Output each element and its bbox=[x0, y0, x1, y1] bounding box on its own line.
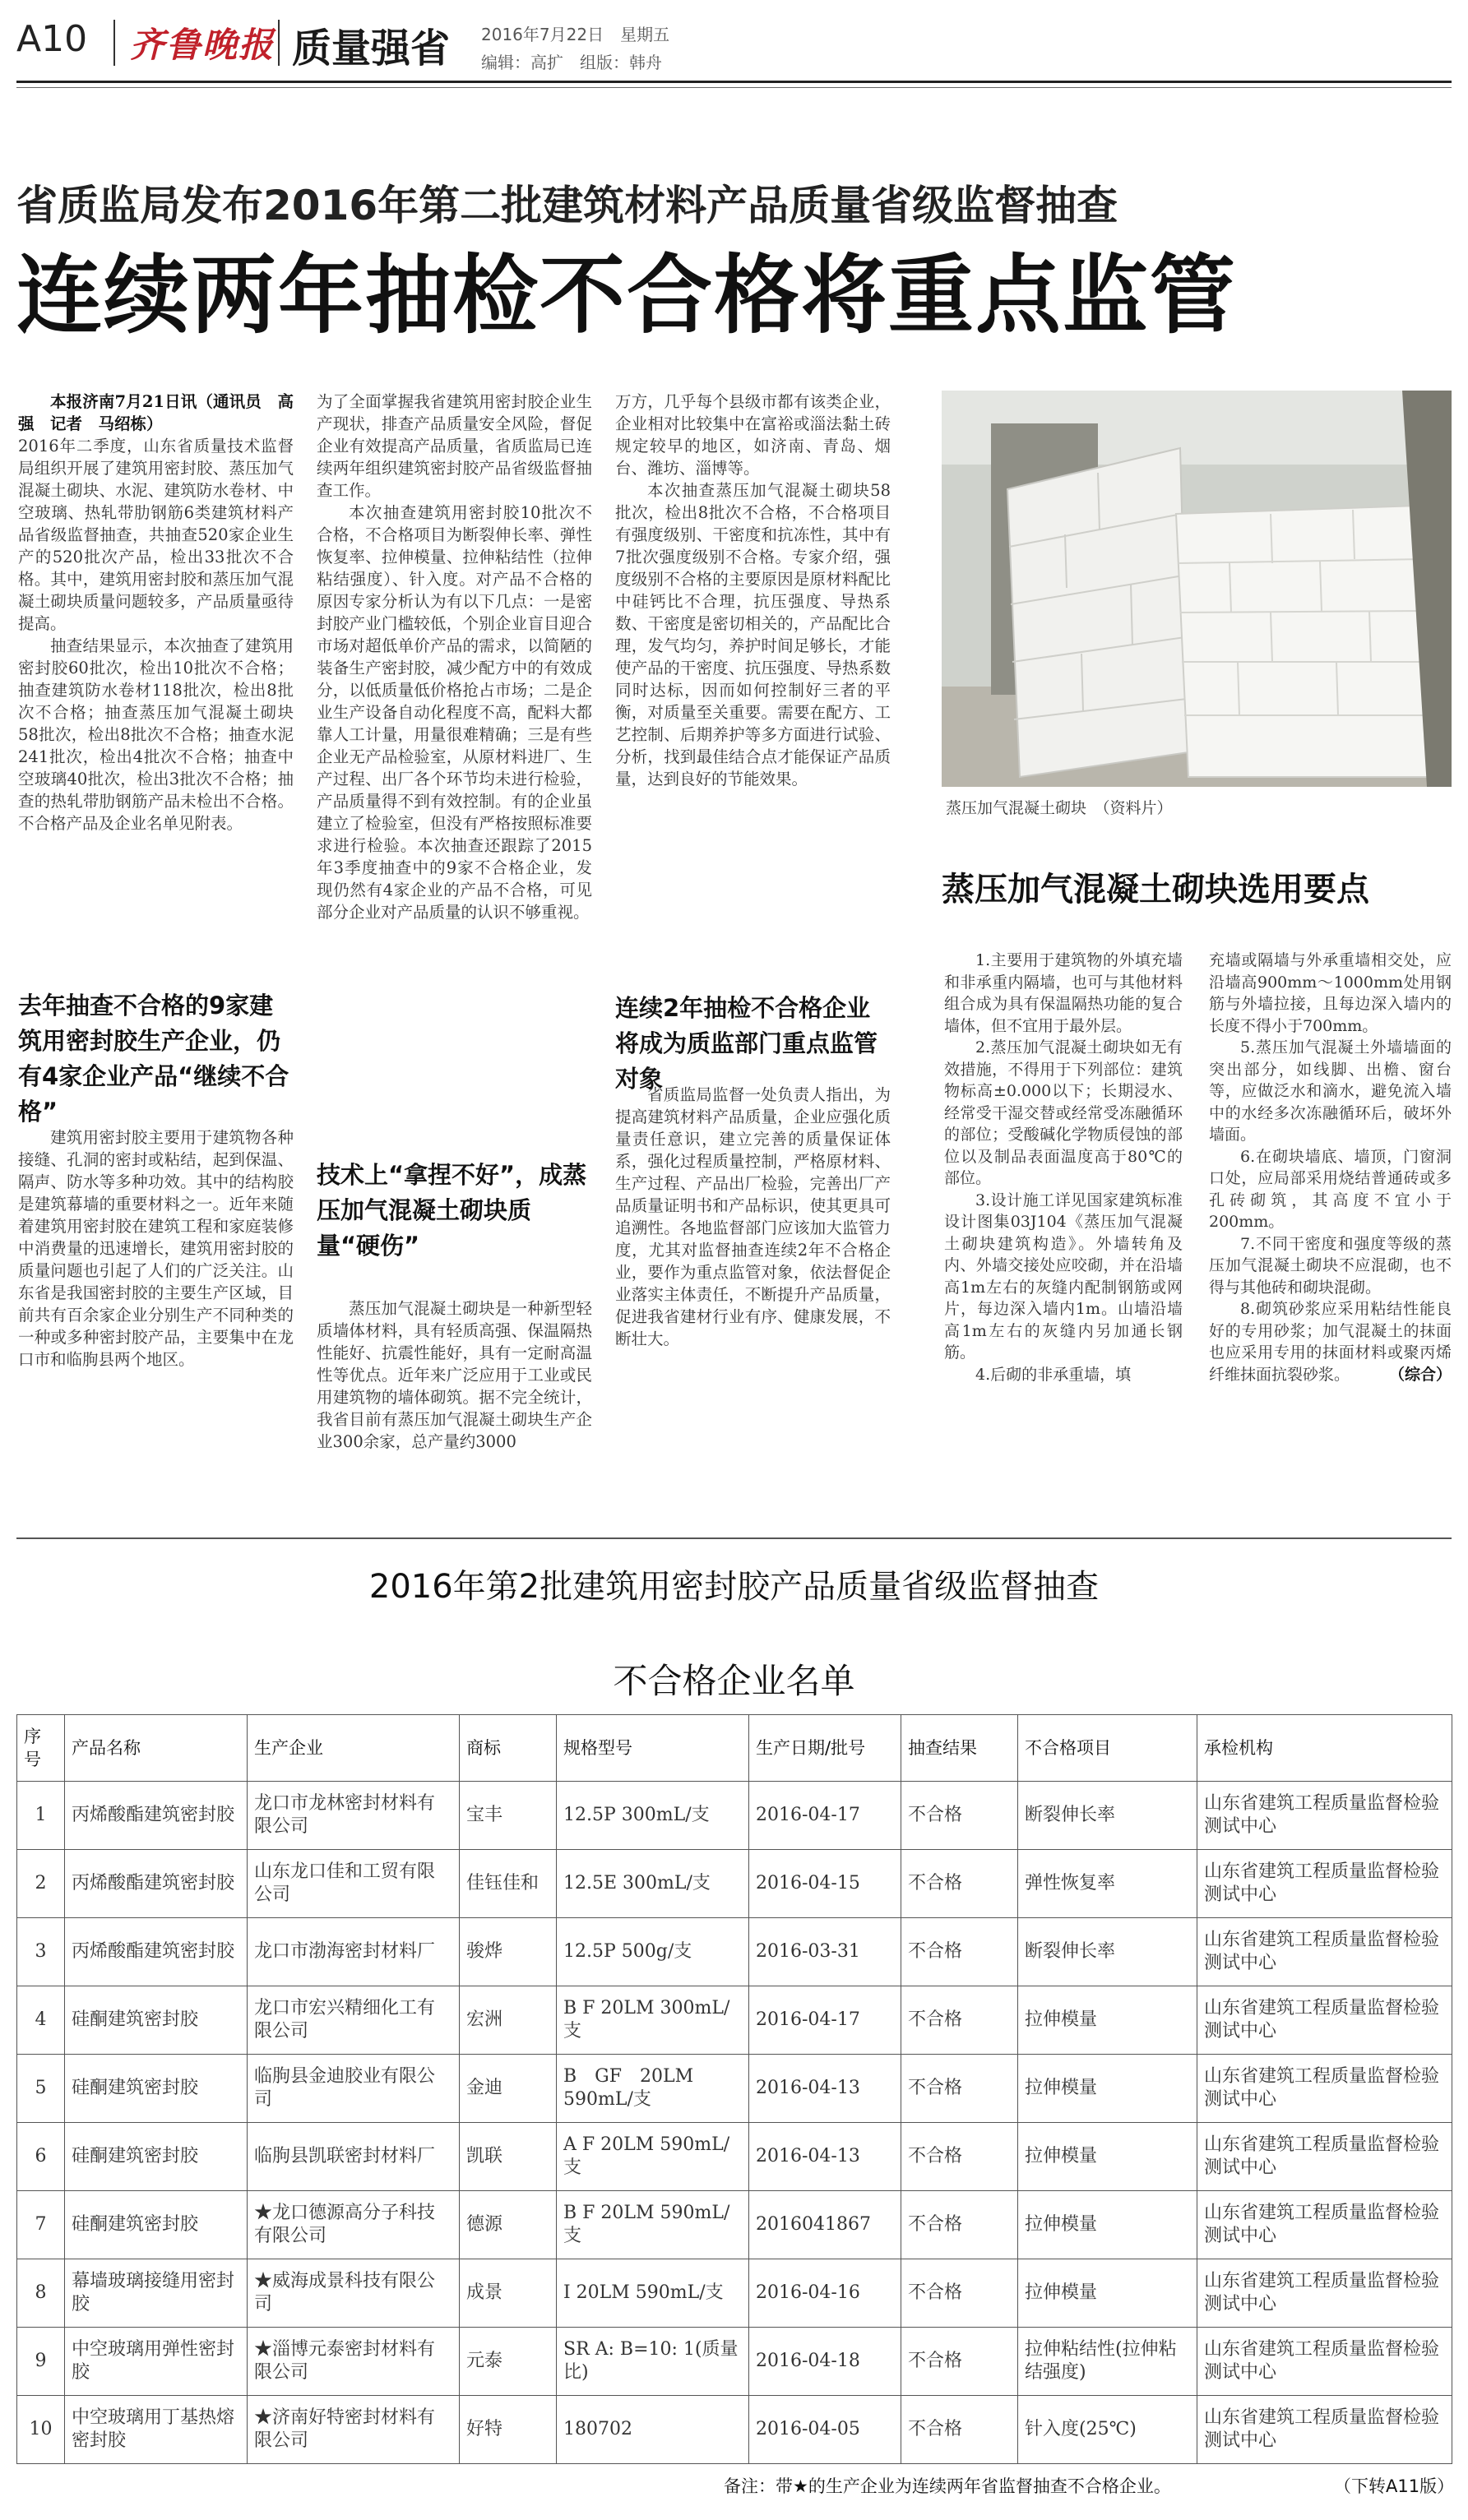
table-cell: 2016-04-16 bbox=[749, 2259, 901, 2328]
table-cell: 12.5P 500g/支 bbox=[557, 1918, 749, 1986]
table-cell: 2016-04-17 bbox=[749, 1986, 901, 2055]
article-paragraph: 建筑用密封胶主要用于建筑物各种接缝、孔洞的密封或粘结，起到保温、隔声、防水等多种功效。其中的结构胶是建筑幕墙的重要材料之一。近年来随着建筑用密封胶在建筑工程和家庭装修中消费量的迅速增长，建筑用密封胶的质量问题也引起了人们的广泛关注。山东省是我国密封胶的主要生产区域，目前共有百余家企业分别生产不同种类的一种或多种密封胶产品，主要集中在龙口市和临朐县两个地区。 bbox=[18, 1128, 294, 1369]
table-cell: 山东省建筑工程质量监督检验测试中心 bbox=[1197, 2259, 1452, 2328]
table-cell: 龙口市渤海密封材料厂 bbox=[248, 1918, 460, 1986]
table-cell: 好特 bbox=[460, 2396, 557, 2464]
table-cell: SR A: B=10: 1(质量比) bbox=[557, 2328, 749, 2396]
article-paragraph: 2016年二季度，山东省质量技术监督局组织开展了建筑用密封胶、蒸压加气混凝土砌块、水泥、建筑防水卷材、中空玻璃、热轧带肋钢筋6类建筑材料产品省级监督抽查，共抽查520家企业生产的520批次产品，检出33批次不合格。其中，建筑用密封胶和蒸压加气混凝土砌块质量问题较多，产品质量亟待提高。 bbox=[18, 437, 294, 633]
table-cell: ★济南好特密封材料有限公司 bbox=[248, 2396, 460, 2464]
table-cell: 凯联 bbox=[460, 2123, 557, 2191]
table-cell: 德源 bbox=[460, 2191, 557, 2259]
table-cell: 拉伸模量 bbox=[1018, 1986, 1197, 2055]
table-cell: 丙烯酸酯建筑密封胶 bbox=[65, 1782, 248, 1850]
table-cell: 硅酮建筑密封胶 bbox=[65, 2123, 248, 2191]
table-cell: 不合格 bbox=[901, 1986, 1018, 2055]
masthead bbox=[16, 13, 1452, 79]
table-cell: 10 bbox=[17, 2396, 65, 2464]
table-cell: 8 bbox=[17, 2259, 65, 2328]
sidebar-column-left bbox=[944, 950, 1183, 1385]
table-cell: 山东省建筑工程质量监督检验测试中心 bbox=[1197, 2055, 1452, 2123]
table-cell: 山东省建筑工程质量监督检验测试中心 bbox=[1197, 1918, 1452, 1986]
table-cell: 2016-04-05 bbox=[749, 2396, 901, 2464]
table-cell: ★淄博元泰密封材料有限公司 bbox=[248, 2328, 460, 2396]
column-header: 序号 bbox=[17, 1715, 65, 1782]
table-cell: 龙口市宏兴精细化工有限公司 bbox=[248, 1986, 460, 2055]
table-cell: 宝丰 bbox=[460, 1782, 557, 1850]
table-cell: 拉伸模量 bbox=[1018, 2123, 1197, 2191]
noncompliant-enterprise-table bbox=[16, 1714, 1452, 2464]
table-cell: 龙口市龙林密封材料有限公司 bbox=[248, 1782, 460, 1850]
table-cell: 幕墙玻璃接缝用密封胶 bbox=[65, 2259, 248, 2328]
article-lead: 本报济南7月21日讯（通讯员 高强 记者 马绍栋） bbox=[18, 392, 294, 433]
table-row bbox=[17, 2259, 1452, 2328]
column-header: 不合格项目 bbox=[1018, 1715, 1197, 1782]
sidebar-paragraph: 充墙或隔墙与外承重墙相交处，应沿墙高900mm～1000mm处用钢筋与外墙拉接，且每边深入墙内的长度不得小于700mm。 bbox=[1209, 951, 1452, 1035]
table-cell: 不合格 bbox=[901, 1918, 1018, 1986]
table-cell: 不合格 bbox=[901, 1782, 1018, 1850]
table-cell: 4 bbox=[17, 1986, 65, 2055]
table-cell: 拉伸模量 bbox=[1018, 2259, 1197, 2328]
masthead-divider bbox=[113, 20, 115, 66]
table-cell: 硅酮建筑密封胶 bbox=[65, 2191, 248, 2259]
issue-date: 2016年7月22日 星期五 bbox=[481, 25, 670, 44]
editor-credits: 编辑：高扩 组版：韩舟 bbox=[481, 53, 662, 72]
column-header: 规格型号 bbox=[557, 1715, 749, 1782]
table-cell: 不合格 bbox=[901, 2259, 1018, 2328]
page-number: A10 bbox=[16, 18, 88, 60]
table-cell: 1 bbox=[17, 1782, 65, 1850]
sidebar-paragraph: 2.蒸压加气混凝土砌块如无有效措施，不得用于下列部位：建筑物标高±0.000以下；长期浸水、经常受干湿交替或经常受冻融循环的部位；受酸碱化学物质侵蚀的部位以及制品表面温度高于80℃的部位。 bbox=[944, 1038, 1183, 1187]
table-row bbox=[17, 1918, 1452, 1986]
table-cell: 弹性恢复率 bbox=[1018, 1850, 1197, 1918]
article-paragraph: 本次抽查建筑用密封胶10批次不合格，不合格项目为断裂伸长率、弹性恢复率、拉伸模量、拉伸粘结性（拉伸粘结强度）、针入度。对产品不合格的原因专家分析认为有以下几点：一是密封胶产业门槛较低，个别企业盲目迎合市场对超低单价产品的需求，以简陋的装备生产密封胶，减少配方中的有效成分，以低质量低价格抢占市场；二是企业生产设备自动化程度不高，配料大都靠人工计量，用量很难精确；三是有些企业无产品检验室，从原材料进厂、生产过程、出厂各个环节均未进行检验，产品质量得不到有效控制。有的企业虽建立了检验室，但没有严格按照标准要求进行检验。本次抽查还跟踪了2015年3季度抽查中的9家不合格企业，发现仍然有4家企业的产品不合格，可见部分企业对产品质量的认识不够重视。 bbox=[317, 503, 592, 922]
article-headline: 连续两年抽检不合格将重点监管 bbox=[16, 245, 1238, 345]
table-cell: ★龙口德源高分子科技有限公司 bbox=[248, 2191, 460, 2259]
table-title: 2016年第2批建筑用密封胶产品质量省级监督抽查 bbox=[368, 1568, 1100, 1606]
table-cell: 元泰 bbox=[460, 2328, 557, 2396]
sidebar-paragraph: 1.主要用于建筑物的外填充墙和非承重内隔墙，也可与其他材料组合成为具有保温隔热功能的复合墙体，但不宜用于最外层。 bbox=[944, 951, 1183, 1035]
table-cell: 5 bbox=[17, 2055, 65, 2123]
table-cell: 山东省建筑工程质量监督检验测试中心 bbox=[1197, 2396, 1452, 2464]
table-cell: 180702 bbox=[557, 2396, 749, 2464]
column-header: 生产日期/批号 bbox=[749, 1715, 901, 1782]
table-footnote: 备注：带★的生产企业为连续两年省监督抽查不合格企业。 bbox=[724, 2476, 1171, 2496]
table-cell: 丙烯酸酯建筑密封胶 bbox=[65, 1850, 248, 1918]
table-cell: 山东龙口佳和工贸有限公司 bbox=[248, 1850, 460, 1918]
table-cell: B F 20LM 590mL/支 bbox=[557, 2191, 749, 2259]
table-cell: 山东省建筑工程质量监督检验测试中心 bbox=[1197, 2123, 1452, 2191]
table-cell: 9 bbox=[17, 2328, 65, 2396]
sidebar-paragraph: 6.在砌块墙底、墙顶，门窗洞口处，应局部采用烧结普通砖或多孔砖砌筑，其高度不宜小于200mm。 bbox=[1209, 1147, 1452, 1231]
sidebar-paragraph: 4.后砌的非承重墙，填 bbox=[975, 1365, 1132, 1384]
table-cell: B F 20LM 300mL/支 bbox=[557, 1986, 749, 2055]
article-column-2 bbox=[317, 391, 592, 923]
table-cell: 3 bbox=[17, 1918, 65, 1986]
sidebar-paragraph bbox=[1209, 1298, 1452, 1385]
column-header: 产品名称 bbox=[65, 1715, 248, 1782]
section-title: 质量强省 bbox=[292, 25, 451, 72]
article-paragraph: 抽查结果显示，本次抽查了建筑用密封胶60批次，检出10批次不合格；抽查建筑防水卷材118批次，检出8批次不合格；抽查蒸压加气混凝土砌块58批次，检出8批次不合格；抽查水泥241批次，检出4批次不合格；抽查中空玻璃40批次，检出3批次不合格；抽查的热轧带肋钢筋产品未检出不合格。不合格产品及企业名单见附表。 bbox=[18, 636, 294, 833]
table-cell: 成景 bbox=[460, 2259, 557, 2328]
table-row bbox=[17, 1850, 1452, 1918]
table-subtitle: 不合格企业名单 bbox=[613, 1661, 855, 1701]
table-cell: 拉伸模量 bbox=[1018, 2055, 1197, 2123]
table-cell: 2016041867 bbox=[749, 2191, 901, 2259]
article-subhead: 去年抽查不合格的9家建筑用密封胶生产企业，仍有4家企业产品“继续不合格” bbox=[18, 992, 289, 1126]
article-column-1-cont bbox=[18, 1126, 294, 1371]
table-cell: 不合格 bbox=[901, 2055, 1018, 2123]
table-cell: 2016-03-31 bbox=[749, 1918, 901, 1986]
masthead-rule-thin bbox=[16, 87, 1452, 88]
table-cell: 骏烨 bbox=[460, 1918, 557, 1986]
sidebar-column-right bbox=[1209, 950, 1452, 1385]
article-paragraph: 万方，几乎每个县级市都有该类企业，企业相对比较集中在富裕或淄法黏土砖规定较早的地区，如济南、青岛、烟台、潍坊、淄博等。 bbox=[615, 392, 891, 478]
table-cell: 6 bbox=[17, 2123, 65, 2191]
article-kicker: 省质监局发布2016年第二批建筑材料产品质量省级监督抽查 bbox=[16, 182, 1118, 229]
table-cell: 临朐县金迪胶业有限公司 bbox=[248, 2055, 460, 2123]
column-header: 生产企业 bbox=[248, 1715, 460, 1782]
table-row bbox=[17, 2396, 1452, 2464]
sidebar-headline: 蒸压加气混凝土砌块选用要点 bbox=[942, 871, 1369, 909]
table-cell: 拉伸模量 bbox=[1018, 2191, 1197, 2259]
table-header-row bbox=[17, 1715, 1452, 1782]
table-cell: 12.5P 300mL/支 bbox=[557, 1782, 749, 1850]
continued-notice: （下转A11版） bbox=[1334, 2476, 1455, 2496]
article-paragraph: 省质监局监督一处负责人指出，为提高建筑材料产品质量，企业应强化质量责任意识，建立完善的质量保证体系，强化过程质量控制，严格原材料、生产过程、产品出厂检验，完善出厂产品质量证明书和产品标识，使其更具可追溯性。各地监督部门应该加大监管力度，尤其对监督抽查连续2年不合格企业，要作为重点监管对象，依法督促企业落实主体责任，不断提升产品质量，促进我省建材行业有序、健康发展，不断壮大。 bbox=[615, 1085, 891, 1348]
table-cell: 2 bbox=[17, 1850, 65, 1918]
article-subhead: 技术上“拿捏不好”，成蒸压加气混凝土砌块质量“硬伤” bbox=[317, 1161, 587, 1260]
table-cell: 不合格 bbox=[901, 2191, 1018, 2259]
article-column-2-cont bbox=[317, 1297, 592, 1453]
aac-block-illustration bbox=[942, 391, 1452, 787]
table-cell: 宏洲 bbox=[460, 1986, 557, 2055]
table-cell: 7 bbox=[17, 2191, 65, 2259]
table-cell: 中空玻璃用丁基热熔密封胶 bbox=[65, 2396, 248, 2464]
table-cell: 2016-04-13 bbox=[749, 2123, 901, 2191]
sidebar-source: （综合） bbox=[1388, 1365, 1452, 1384]
sidebar-paragraph: 5.蒸压加气混凝土外墙墙面的突出部分，如线脚、出檐、窗台等，应做泛水和滴水，避免流入墙中的水经多次冻融循环后，破坏外墙面。 bbox=[1209, 1038, 1452, 1144]
table-cell: 不合格 bbox=[901, 2328, 1018, 2396]
table-cell: B GF 20LM 590mL/支 bbox=[557, 2055, 749, 2123]
sidebar-paragraph: 3.设计施工详见国家建筑标准设计图集03J104《蒸压加气混凝土砌块建筑构造》。外墙转角及内、外墙交接处应咬砌，并在沿墙高1m左右的灰缝内配制钢筋或网片，每边深入墙内1m。山墙沿墙高1m左右的灰缝内另加通长钢筋。 bbox=[944, 1191, 1183, 1362]
table-body bbox=[17, 1782, 1452, 2464]
table-row bbox=[17, 1986, 1452, 2055]
table-cell: 针入度(25℃) bbox=[1018, 2396, 1197, 2464]
column-header: 商标 bbox=[460, 1715, 557, 1782]
table-cell: 2016-04-13 bbox=[749, 2055, 901, 2123]
table-cell: 不合格 bbox=[901, 2396, 1018, 2464]
table-cell: 拉伸粘结性(拉伸粘结强度) bbox=[1018, 2328, 1197, 2396]
table-cell: 硅酮建筑密封胶 bbox=[65, 1986, 248, 2055]
article-paragraph: 蒸压加气混凝土砌块是一种新型轻质墙体材料，具有轻质高强、保温隔热性能好、抗震性能好，具有一定耐高温性等优点。近年来广泛应用于工业或民用建筑物的墙体砌筑。据不完全统计，我省目前有蒸压加气混凝土砌块生产企业300余家，总产量约3000 bbox=[317, 1299, 592, 1451]
table-row bbox=[17, 2123, 1452, 2191]
paper-name: 齐鲁晚报 bbox=[130, 25, 276, 65]
table-cell: I 20LM 590mL/支 bbox=[557, 2259, 749, 2328]
table-cell: 不合格 bbox=[901, 2123, 1018, 2191]
table-cell: 12.5E 300mL/支 bbox=[557, 1850, 749, 1918]
table-cell: 临朐县凯联密封材料厂 bbox=[248, 2123, 460, 2191]
article-paragraph: 为了全面掌握我省建筑用密封胶企业生产现状，排查产品质量安全风险，督促企业有效提高产品质量，省质监局已连续两年组织建筑密封胶产品省级监督抽查工作。 bbox=[317, 392, 592, 500]
table-cell: 山东省建筑工程质量监督检验测试中心 bbox=[1197, 1986, 1452, 2055]
table-cell: 丙烯酸酯建筑密封胶 bbox=[65, 1918, 248, 1986]
table-cell: 断裂伸长率 bbox=[1018, 1918, 1197, 1986]
table-cell: 2016-04-15 bbox=[749, 1850, 901, 1918]
table-row bbox=[17, 2191, 1452, 2259]
table-cell: 佳钰佳和 bbox=[460, 1850, 557, 1918]
table-cell: 断裂伸长率 bbox=[1018, 1782, 1197, 1850]
article-column-1 bbox=[18, 391, 294, 835]
table-cell: 不合格 bbox=[901, 1850, 1018, 1918]
article-column-3 bbox=[615, 391, 891, 790]
article-column-3-cont bbox=[615, 1084, 891, 1350]
table-cell: ★威海成景科技有限公司 bbox=[248, 2259, 460, 2328]
sidebar-paragraph: 7.不同干密度和强度等级的蒸压加气混凝土砌块不应混砌，也不得与其他砖和砌块混砌。 bbox=[1209, 1234, 1452, 1297]
masthead-divider bbox=[278, 20, 280, 66]
table-cell: 2016-04-17 bbox=[749, 1782, 901, 1850]
column-header: 抽查结果 bbox=[901, 1715, 1018, 1782]
article-paragraph: 本次抽查蒸压加气混凝土砌块58批次，检出8批次不合格，不合格项目有强度级别、干密度和抗冻性，其中有7批次强度级别不合格。专家介绍，强度级别不合格的主要原因是原材料配比中硅钙比不合理，抗压强度、导热系数、干密度是密切相关的，产品配比合理，发气均匀，养护时间足够长，才能使产品的干密度、抗压强度、导热系数同时达标，因而如何控制好三者的平衡，对质量至关重要。需要在配方、工艺控制、后期养护等多方面进行试验、分析，找到最佳结合点才能保证产品质量，达到良好的节能效果。 bbox=[615, 481, 891, 788]
block-wall-photo bbox=[942, 391, 1452, 787]
article-subhead: 连续2年抽检不合格企业将成为质监部门重点监管对象 bbox=[615, 994, 878, 1093]
section-divider bbox=[16, 1537, 1452, 1539]
table-row bbox=[17, 2055, 1452, 2123]
table-cell: A F 20LM 590mL/支 bbox=[557, 2123, 749, 2191]
table-cell: 山东省建筑工程质量监督检验测试中心 bbox=[1197, 1782, 1452, 1850]
table-cell: 2016-04-18 bbox=[749, 2328, 901, 2396]
table-cell: 金迪 bbox=[460, 2055, 557, 2123]
column-header: 承检机构 bbox=[1197, 1715, 1452, 1782]
sidebar-text: 8.砌筑砂浆应采用粘结性能良好的专用砂浆；加气混凝土的抹面也应采用专用的抹面材料或聚丙烯纤维抹面抗裂砂浆。 bbox=[1209, 1300, 1452, 1384]
masthead-rule bbox=[16, 81, 1452, 83]
table-cell: 山东省建筑工程质量监督检验测试中心 bbox=[1197, 2328, 1452, 2396]
table-row bbox=[17, 1782, 1452, 1850]
table-cell: 中空玻璃用弹性密封胶 bbox=[65, 2328, 248, 2396]
table-cell: 山东省建筑工程质量监督检验测试中心 bbox=[1197, 1850, 1452, 1918]
table-row bbox=[17, 2328, 1452, 2396]
table-cell: 硅酮建筑密封胶 bbox=[65, 2055, 248, 2123]
table-cell: 山东省建筑工程质量监督检验测试中心 bbox=[1197, 2191, 1452, 2259]
photo-caption: 蒸压加气混凝土砌块 （资料片） bbox=[946, 799, 1173, 817]
